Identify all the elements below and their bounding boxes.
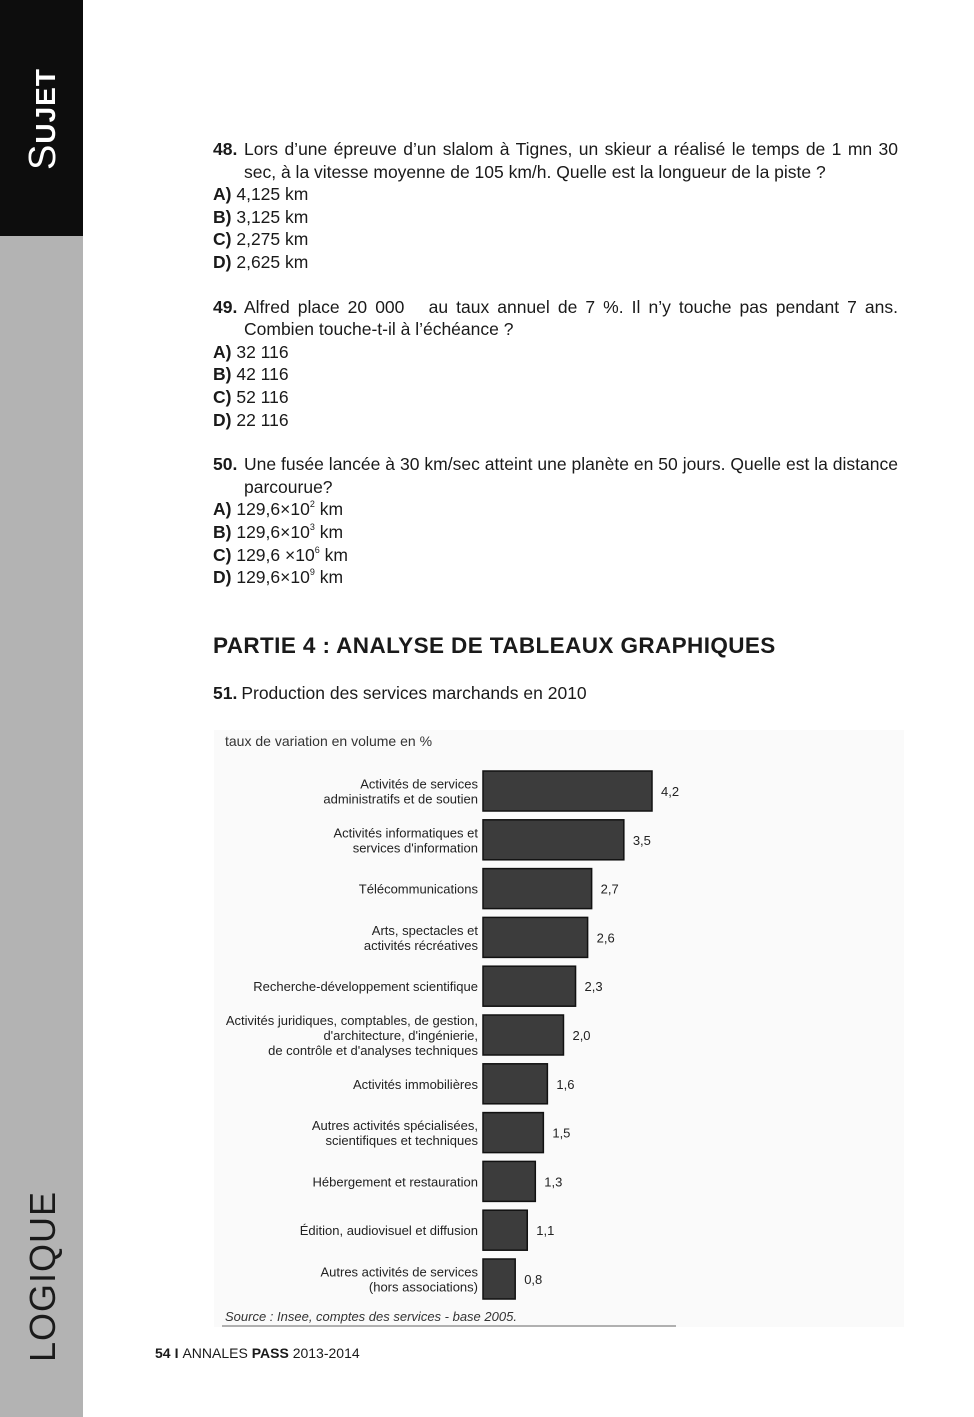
questions-block	[213, 138, 903, 611]
question-51	[213, 683, 587, 704]
bar-chart	[214, 730, 904, 1327]
footer-year: 2013-2014	[288, 1345, 360, 1361]
question-text: Lors d’une épreuve d’un slalom à Tignes, un skieur a réalisé le temps de 1 mn 30 sec, à la vitesse moyenne de 105 km/h. Quelle est la longueur de la piste ?	[244, 139, 898, 182]
option-c: C) 52 116	[213, 386, 289, 407]
option-d: D) $129,6\times 10^9$ km	[213, 567, 344, 588]
chart-bar	[483, 917, 588, 957]
question-text: Une fusée lancée à 30 km/sec atteint une planète en 50 jours. Quelle est la distance parcourue?	[244, 454, 898, 497]
chart-value-label: 1,1	[536, 1223, 555, 1239]
chart-bar	[483, 1210, 527, 1250]
chart-bar	[483, 1064, 547, 1104]
chart-category-label: Hébergement et restauration	[312, 1174, 478, 1190]
chart-category-label: Activités juridiques, comptables, de gestion, d'architecture, d'ingénierie, de contrôle et d'analyses techniques	[225, 1013, 478, 1058]
chart-category-label: Activités immobilières	[353, 1076, 478, 1092]
option-d: D) 2,625 km	[213, 251, 309, 272]
chart-category-label: Activités informatiques et services d'information	[333, 825, 478, 856]
option-b: B) 42 116	[213, 364, 289, 385]
chart-value-label: 2,7	[600, 881, 619, 897]
chart-bar	[483, 1259, 515, 1299]
question-number: 48.	[213, 139, 238, 159]
question-number: 50.	[213, 454, 238, 475]
footer-text: ANNALES	[182, 1345, 252, 1361]
chart-source: Source : Insee, comptes des services - base 2005.	[225, 1309, 517, 1324]
chart-bar	[483, 820, 624, 860]
chart-value-label: 2,6	[596, 930, 615, 946]
chart-value-label: 3,5	[632, 832, 651, 848]
sidebar-logique-label: LOGIQUE	[22, 1190, 63, 1362]
chart-value-label: 1,5	[552, 1125, 571, 1141]
chart-bar	[483, 771, 652, 811]
chart-category-label: Édition, audiovisuel et diffusion	[299, 1223, 478, 1239]
chart-category-label: Autres activités spécialisées, scientifiques et techniques	[311, 1118, 478, 1149]
chart-category-label: Arts, spectacles et activités récréatives	[363, 922, 478, 953]
chart-bar	[483, 1015, 563, 1055]
chart-value-label: 2,3	[584, 979, 603, 995]
chart-bar	[483, 1161, 535, 1201]
option-a: A) $129,6\times 10^2$ km	[213, 499, 344, 520]
question-48	[213, 138, 898, 274]
option-a: A) 32 116	[213, 341, 289, 362]
chart-category-label: Recherche-développement scientifique	[253, 979, 478, 995]
chart-category-label: Autres activités de services (hors associations)	[320, 1264, 478, 1295]
option-b: B) 3,125 km	[213, 206, 309, 227]
question-text: Production des services marchands en 2010	[241, 683, 587, 703]
chart-category-label: Activités de services administratifs et de soutien	[323, 776, 478, 807]
option-d: D) 22 116	[213, 409, 289, 430]
question-number: 49.	[213, 296, 238, 317]
question-text: Alfred place 20 000 au taux annuel de 7 %. Il n’y touche pas pendant 7 ans. Combien touche-t-il à l’échéance ?	[244, 296, 903, 340]
page-footer	[155, 1345, 360, 1361]
chart-value-label: 4,2	[661, 784, 680, 799]
chart-bar	[483, 1113, 543, 1153]
chart-value-label: 1,3	[544, 1174, 563, 1190]
option-c: C) $129,6 \times 10^6$ km	[213, 544, 348, 565]
footer-brand: PASS	[251, 1345, 289, 1361]
option-b: B) $129,6\times 10^3$ km	[213, 521, 344, 542]
chart-axis-label: taux de variation en volume en %	[225, 733, 433, 749]
bar-chart-svg	[214, 730, 904, 1327]
chart-category-label: Télécommunications	[358, 881, 478, 897]
sidebar-sujet-label: SUJET	[22, 68, 64, 170]
chart-bar	[483, 869, 592, 909]
chart-value-label: 1,6	[556, 1076, 575, 1092]
chart-value-label: 0,8	[524, 1272, 543, 1287]
section-title: PARTIE 4 : ANALYSE DE TABLEAUX GRAPHIQUES	[213, 633, 776, 658]
option-c: C) 2,275 km	[213, 229, 309, 250]
option-a: A) 4,125 km	[213, 184, 309, 205]
page-number: 54	[155, 1345, 171, 1361]
question-50	[213, 453, 898, 589]
question-49	[213, 296, 903, 432]
footer-separator: I	[174, 1345, 179, 1361]
chart-value-label: 2,0	[572, 1028, 591, 1043]
chart-bar	[483, 966, 576, 1006]
question-number: 51.	[213, 683, 238, 703]
